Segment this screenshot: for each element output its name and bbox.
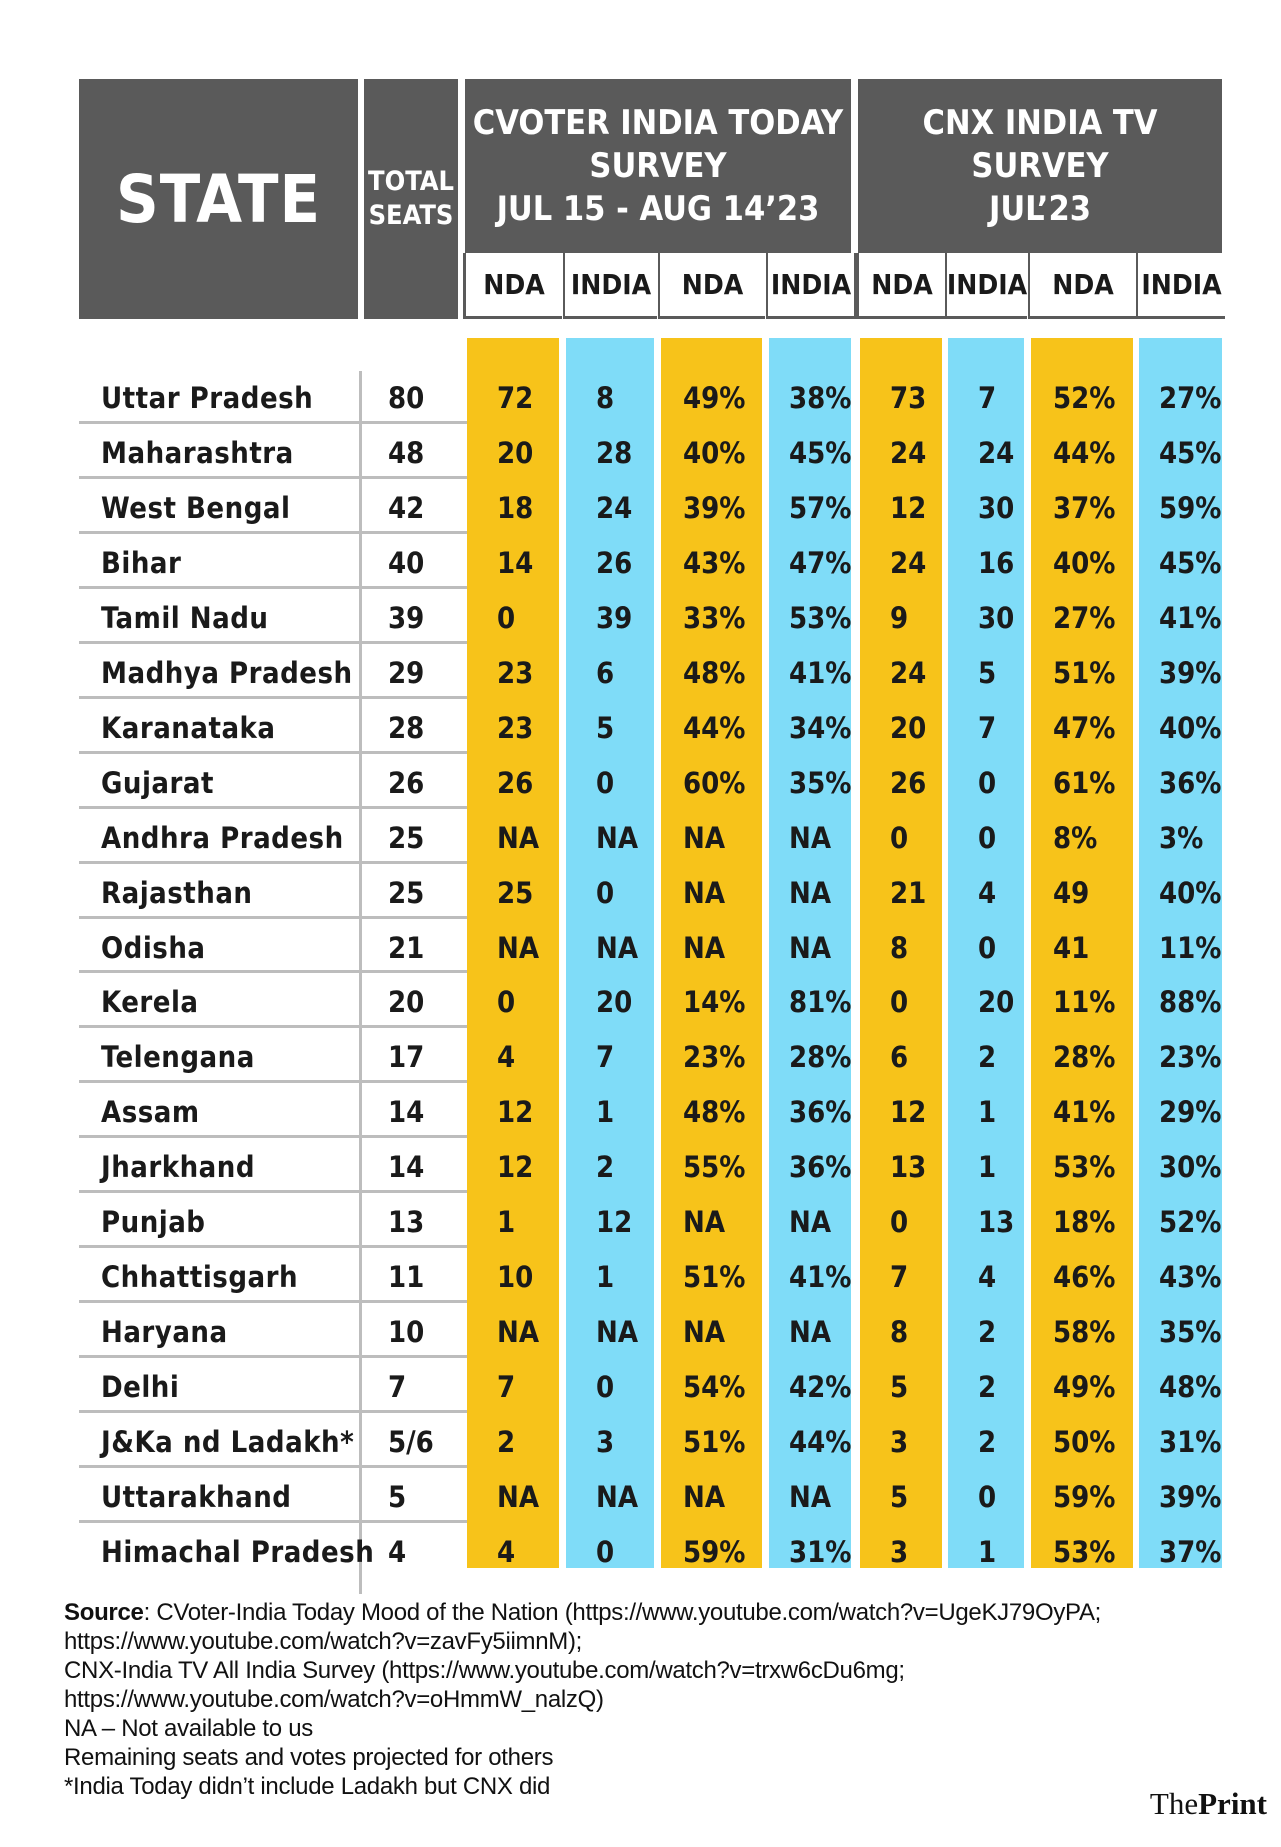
value-cell: 49% bbox=[683, 381, 746, 415]
row-separator bbox=[79, 421, 467, 424]
value-cell: 1 bbox=[596, 1095, 615, 1130]
row-separator bbox=[79, 531, 467, 534]
value-cell: 27% bbox=[1053, 600, 1116, 635]
row-separator bbox=[79, 1355, 467, 1358]
value-cell: 36% bbox=[1159, 765, 1222, 800]
state-name: Delhi bbox=[101, 1370, 180, 1405]
total-seats-line-1: TOTAL bbox=[368, 166, 454, 197]
value-cell: 48% bbox=[683, 655, 746, 690]
value-cell: 5 bbox=[596, 710, 615, 745]
value-cell: 18 bbox=[497, 490, 534, 525]
value-cell: 0 bbox=[596, 875, 615, 910]
value-cell: 58% bbox=[1053, 1315, 1116, 1350]
state-name: Andhra Pradesh bbox=[101, 820, 344, 855]
value-cell: 21 bbox=[890, 875, 927, 910]
value-cell: 14 bbox=[497, 545, 534, 580]
value-cell: 43% bbox=[1159, 1260, 1222, 1295]
value-cell: 29% bbox=[1159, 1095, 1222, 1130]
value-cell: 6 bbox=[890, 1040, 909, 1075]
value-cell: 35% bbox=[1159, 1315, 1222, 1350]
row-separator bbox=[79, 1300, 467, 1303]
row-separator bbox=[79, 1520, 467, 1523]
note-line: https://www.youtube.com/watch?v=zavFy5iimnM); bbox=[64, 1628, 583, 1655]
value-cell: 7 bbox=[497, 1370, 516, 1405]
value-cell: NA bbox=[497, 930, 540, 965]
value-cell: 38% bbox=[789, 381, 852, 415]
value-cell: 39 bbox=[596, 600, 633, 635]
value-cell: 24 bbox=[978, 435, 1015, 470]
value-cell: 55% bbox=[683, 1150, 746, 1185]
value-cell: 40% bbox=[1159, 875, 1222, 910]
value-cell: 51% bbox=[683, 1425, 746, 1460]
value-cell: 0 bbox=[497, 985, 516, 1020]
value-cell: 31% bbox=[789, 1534, 852, 1569]
value-cell: 45% bbox=[1159, 545, 1222, 580]
value-cell: 28% bbox=[789, 1040, 852, 1075]
total-seats-value: 7 bbox=[388, 1370, 407, 1405]
state-header bbox=[79, 79, 358, 319]
value-cell: 3% bbox=[1159, 820, 1204, 855]
value-cell: 60% bbox=[683, 765, 746, 800]
value-cell: 0 bbox=[890, 1205, 909, 1240]
value-cell: 0 bbox=[978, 765, 997, 800]
value-cell: 1 bbox=[497, 1205, 516, 1240]
total-seats-value: 26 bbox=[388, 765, 425, 800]
value-cell: 41 bbox=[1053, 930, 1090, 965]
value-cell: 40% bbox=[1159, 710, 1222, 745]
value-cell: 6 bbox=[596, 655, 615, 690]
value-cell: NA bbox=[683, 1205, 726, 1240]
cnx-header-line-3: JUL’23 bbox=[988, 188, 1092, 229]
state-name: Tamil Nadu bbox=[101, 600, 269, 635]
value-cell: 50% bbox=[1053, 1425, 1116, 1460]
value-cell: 24 bbox=[890, 435, 927, 470]
row-separator bbox=[79, 696, 467, 699]
value-cell: NA bbox=[789, 1480, 832, 1514]
value-cell: 39% bbox=[1159, 655, 1222, 690]
row-separator bbox=[79, 861, 467, 864]
value-cell: 18% bbox=[1053, 1205, 1116, 1240]
total-seats-value: 5/6 bbox=[388, 1425, 434, 1460]
value-cell: 20 bbox=[596, 985, 633, 1020]
value-cell: 13 bbox=[978, 1205, 1015, 1240]
total-seats-value: 29 bbox=[388, 655, 425, 690]
value-cell: NA bbox=[497, 1315, 540, 1350]
value-cell: NA bbox=[683, 875, 726, 910]
state-name: Himachal Pradesh bbox=[101, 1534, 375, 1569]
value-cell: 12 bbox=[596, 1205, 633, 1240]
value-cell: NA bbox=[789, 1315, 832, 1350]
total-seats-value: 10 bbox=[388, 1315, 425, 1350]
row-separator bbox=[79, 476, 467, 479]
value-cell: NA bbox=[497, 1480, 540, 1514]
total-seats-value: 48 bbox=[388, 435, 425, 470]
value-cell: NA bbox=[683, 1480, 726, 1514]
value-cell: 46% bbox=[1053, 1260, 1116, 1295]
value-cell: 53% bbox=[1053, 1534, 1116, 1569]
value-cell: 36% bbox=[789, 1095, 852, 1130]
row-separator bbox=[79, 916, 467, 919]
value-cell: NA bbox=[596, 930, 639, 965]
value-cell: 49% bbox=[1053, 1370, 1116, 1405]
note-line: https://www.youtube.com/watch?v=oHmmW_nalzQ) bbox=[64, 1686, 604, 1713]
row-separator bbox=[79, 751, 467, 754]
state-name: Telengana bbox=[101, 1040, 255, 1075]
value-cell: 51% bbox=[683, 1260, 746, 1295]
value-cell: 43% bbox=[683, 545, 746, 580]
value-cell: 72 bbox=[497, 381, 534, 415]
subheader-nda-5: NDA bbox=[857, 253, 945, 319]
value-cell: 12 bbox=[497, 1095, 534, 1130]
value-cell: 49 bbox=[1053, 875, 1090, 910]
row-separator bbox=[79, 1465, 467, 1468]
theprint-logo bbox=[1150, 1786, 1267, 1822]
value-cell: 41% bbox=[789, 1260, 852, 1295]
total-seats-value: 11 bbox=[388, 1260, 425, 1295]
value-cell: 8% bbox=[1053, 820, 1098, 855]
value-cell: 24 bbox=[596, 490, 633, 525]
value-cell: 53% bbox=[789, 600, 852, 635]
value-cell: 57% bbox=[789, 490, 852, 525]
row-separator bbox=[79, 1190, 467, 1193]
state-name: Chhattisgarh bbox=[101, 1260, 299, 1295]
row-separator bbox=[79, 1410, 467, 1413]
value-cell: 59% bbox=[1053, 1480, 1116, 1514]
value-cell: 1 bbox=[596, 1260, 615, 1295]
value-cell: 12 bbox=[497, 1150, 534, 1185]
value-cell: 48% bbox=[1159, 1370, 1222, 1405]
value-cell: 0 bbox=[978, 1480, 997, 1514]
value-cell: 8 bbox=[596, 381, 615, 415]
value-cell: NA bbox=[683, 820, 726, 855]
cvoter-header-line-3: JUL 15 - AUG 14’23 bbox=[496, 188, 820, 229]
value-cell: NA bbox=[596, 1480, 639, 1514]
subheader-india-8: INDIA bbox=[1136, 253, 1225, 319]
value-cell: 4 bbox=[978, 1260, 997, 1295]
value-cell: 4 bbox=[978, 875, 997, 910]
note-line: CNX-India TV All India Survey (https://www.youtube.com/watch?v=trxw6cDu6mg; bbox=[64, 1657, 905, 1684]
value-cell: 3 bbox=[596, 1425, 615, 1460]
value-cell: 59% bbox=[1159, 490, 1222, 525]
value-cell: 1 bbox=[978, 1150, 997, 1185]
value-cell: NA bbox=[683, 930, 726, 965]
state-name: Kerela bbox=[101, 985, 199, 1020]
value-cell: 11% bbox=[1053, 985, 1116, 1020]
value-cell: 40% bbox=[683, 435, 746, 470]
value-cell: 2 bbox=[978, 1315, 997, 1350]
state-name: J&Ka nd Ladakh* bbox=[101, 1425, 355, 1460]
total-seats-header bbox=[364, 79, 458, 319]
source-line-1 bbox=[64, 1598, 1101, 1627]
value-cell: 23% bbox=[683, 1040, 746, 1075]
row-separator bbox=[79, 641, 467, 644]
value-cell: 12 bbox=[890, 1095, 927, 1130]
value-cell: 0 bbox=[978, 820, 997, 855]
value-cell: 14% bbox=[683, 985, 746, 1020]
total-seats-line-2: SEATS bbox=[368, 200, 454, 231]
total-seats-value: 20 bbox=[388, 985, 425, 1020]
state-name: Rajasthan bbox=[101, 875, 253, 910]
total-seats-value: 14 bbox=[388, 1095, 425, 1130]
value-cell: 44% bbox=[1053, 435, 1116, 470]
source-notes bbox=[64, 1598, 1101, 1801]
value-cell: 20 bbox=[890, 710, 927, 745]
logo-print: Print bbox=[1198, 1786, 1267, 1821]
value-cell: 35% bbox=[789, 765, 852, 800]
value-cell: 5 bbox=[890, 1370, 909, 1405]
value-cell: 30% bbox=[1159, 1150, 1222, 1185]
value-cell: 25 bbox=[497, 875, 534, 910]
state-name: Maharashtra bbox=[101, 435, 294, 470]
value-cell: 47% bbox=[1053, 710, 1116, 745]
state-name: Jharkhand bbox=[101, 1150, 256, 1185]
cvoter-header-line-2: SURVEY bbox=[589, 145, 727, 186]
state-name: Assam bbox=[101, 1095, 200, 1130]
state-name: Karanataka bbox=[101, 710, 276, 745]
value-cell: 4 bbox=[497, 1534, 516, 1569]
total-seats-value: 40 bbox=[388, 545, 425, 580]
value-cell: 0 bbox=[890, 985, 909, 1020]
state-header-label: STATE bbox=[115, 160, 322, 238]
value-cell: 7 bbox=[596, 1040, 615, 1075]
value-cell: 9 bbox=[890, 600, 909, 635]
value-cell: 12 bbox=[890, 490, 927, 525]
note-line: NA – Not available to us bbox=[64, 1715, 313, 1742]
value-cell: 3 bbox=[890, 1534, 909, 1569]
total-seats-value: 80 bbox=[388, 381, 425, 415]
value-cell: 26 bbox=[497, 765, 534, 800]
value-cell: 47% bbox=[789, 545, 852, 580]
value-cell: 48% bbox=[683, 1095, 746, 1130]
value-cell: NA bbox=[789, 875, 832, 910]
state-name: Gujarat bbox=[101, 765, 214, 800]
state-name: Bihar bbox=[101, 545, 182, 580]
subheader-india-4: INDIA bbox=[766, 253, 854, 319]
state-name: West Bengal bbox=[101, 490, 291, 525]
value-cell: 88% bbox=[1159, 985, 1222, 1020]
value-cell: NA bbox=[596, 820, 639, 855]
value-cell: 13 bbox=[890, 1150, 927, 1185]
row-separator bbox=[79, 806, 467, 809]
value-cell: 0 bbox=[978, 930, 997, 965]
value-cell: 2 bbox=[596, 1150, 615, 1185]
total-seats-value: 17 bbox=[388, 1040, 425, 1075]
value-cell: 33% bbox=[683, 600, 746, 635]
value-cell: 20 bbox=[978, 985, 1015, 1020]
value-cell: NA bbox=[789, 930, 832, 965]
value-cell: 16 bbox=[978, 545, 1015, 580]
cvoter-header bbox=[465, 79, 851, 253]
value-cell: 23 bbox=[497, 655, 534, 690]
total-seats-value: 5 bbox=[388, 1480, 407, 1514]
subheader-nda-3: NDA bbox=[658, 253, 765, 319]
value-cell: 4 bbox=[497, 1040, 516, 1075]
value-cell: 37% bbox=[1159, 1534, 1222, 1569]
value-cell: 2 bbox=[497, 1425, 516, 1460]
total-seats-value: 21 bbox=[388, 930, 425, 965]
value-cell: 7 bbox=[978, 381, 997, 415]
value-cell: 24 bbox=[890, 655, 927, 690]
value-cell: 23 bbox=[497, 710, 534, 745]
value-cell: 0 bbox=[596, 765, 615, 800]
value-cell: 7 bbox=[890, 1260, 909, 1295]
value-cell: 41% bbox=[789, 655, 852, 690]
value-cell: 52% bbox=[1159, 1205, 1222, 1240]
value-cell: 1 bbox=[978, 1534, 997, 1569]
value-cell: 26 bbox=[890, 765, 927, 800]
value-cell: 3 bbox=[890, 1425, 909, 1460]
subheader-india-2: INDIA bbox=[563, 253, 657, 319]
value-cell: 31% bbox=[1159, 1425, 1222, 1460]
value-cell: 2 bbox=[978, 1040, 997, 1075]
row-separator bbox=[79, 970, 467, 973]
value-cell: 0 bbox=[890, 820, 909, 855]
value-cell: 30 bbox=[978, 600, 1015, 635]
subheader-nda-7: NDA bbox=[1028, 253, 1136, 319]
value-cell: 2 bbox=[978, 1370, 997, 1405]
value-cell: 27% bbox=[1159, 381, 1222, 415]
state-name: Madhya Pradesh bbox=[101, 655, 353, 690]
cnx-header bbox=[858, 79, 1222, 253]
value-cell: 20 bbox=[497, 435, 534, 470]
value-cell: 8 bbox=[890, 1315, 909, 1350]
value-cell: 0 bbox=[596, 1370, 615, 1405]
value-cell: 0 bbox=[497, 600, 516, 635]
value-cell: 26 bbox=[596, 545, 633, 580]
state-name: Punjab bbox=[101, 1205, 206, 1240]
state-name: Uttarakhand bbox=[101, 1480, 292, 1514]
value-cell: 54% bbox=[683, 1370, 746, 1405]
total-seats-value: 25 bbox=[388, 875, 425, 910]
cvoter-header-line-1: CVOTER INDIA TODAY bbox=[472, 102, 844, 143]
value-cell: 8 bbox=[890, 930, 909, 965]
total-seats-value: 13 bbox=[388, 1205, 425, 1240]
value-cell: 36% bbox=[789, 1150, 852, 1185]
value-cell: NA bbox=[596, 1315, 639, 1350]
cnx-header-line-2: SURVEY bbox=[971, 145, 1109, 186]
value-cell: NA bbox=[789, 820, 832, 855]
value-cell: NA bbox=[683, 1315, 726, 1350]
value-cell: 24 bbox=[890, 545, 927, 580]
value-cell: NA bbox=[497, 820, 540, 855]
value-cell: 39% bbox=[683, 490, 746, 525]
row-separator bbox=[79, 586, 467, 589]
value-cell: 41% bbox=[1159, 600, 1222, 635]
value-cell: 73 bbox=[890, 381, 927, 415]
value-cell: 44% bbox=[789, 1425, 852, 1460]
value-cell: 53% bbox=[1053, 1150, 1116, 1185]
state-name: Haryana bbox=[101, 1315, 228, 1350]
value-cell: 30 bbox=[978, 490, 1015, 525]
value-cell: 41% bbox=[1053, 1095, 1116, 1130]
state-name: Odisha bbox=[101, 930, 206, 965]
total-seats-value: 42 bbox=[388, 490, 425, 525]
subheader-nda-1: NDA bbox=[464, 253, 562, 319]
value-cell: 1 bbox=[978, 1095, 997, 1130]
cnx-header-line-1: CNX INDIA TV bbox=[922, 102, 1158, 143]
value-cell: NA bbox=[789, 1205, 832, 1240]
value-cell: 45% bbox=[1159, 435, 1222, 470]
value-cell: 52% bbox=[1053, 381, 1116, 415]
value-cell: 59% bbox=[683, 1534, 746, 1569]
value-cell: 5 bbox=[978, 655, 997, 690]
value-cell: 81% bbox=[789, 985, 852, 1020]
note-line: Remaining seats and votes projected for others bbox=[64, 1744, 554, 1771]
row-separator bbox=[79, 1025, 467, 1028]
value-cell: 23% bbox=[1159, 1040, 1222, 1075]
total-seats-value: 39 bbox=[388, 600, 425, 635]
state-name: Uttar Pradesh bbox=[101, 381, 314, 415]
source-text: : CVoter-India Today Mood of the Nation (https://www.youtube.com/watch?v=UgeKJ79OyPA; bbox=[143, 1599, 1102, 1626]
value-cell: 7 bbox=[978, 710, 997, 745]
row-separator bbox=[79, 1245, 467, 1248]
value-cell: 45% bbox=[789, 435, 852, 470]
total-seats-value: 25 bbox=[388, 820, 425, 855]
total-seats-value: 14 bbox=[388, 1150, 425, 1185]
value-cell: 34% bbox=[789, 710, 852, 745]
value-cell: 44% bbox=[683, 710, 746, 745]
value-cell: 37% bbox=[1053, 490, 1116, 525]
value-cell: 28% bbox=[1053, 1040, 1116, 1075]
value-cell: 28 bbox=[596, 435, 633, 470]
note-line: *India Today didn’t include Ladakh but CNX did bbox=[64, 1773, 551, 1800]
value-cell: 40% bbox=[1053, 545, 1116, 580]
value-cell: 51% bbox=[1053, 655, 1116, 690]
total-seats-value: 28 bbox=[388, 710, 425, 745]
row-separator bbox=[79, 1080, 467, 1083]
total-seats-value: 4 bbox=[388, 1534, 407, 1569]
logo-the: The bbox=[1149, 1786, 1199, 1821]
row-separator bbox=[79, 1135, 467, 1138]
value-cell: 61% bbox=[1053, 765, 1116, 800]
value-cell: 5 bbox=[890, 1480, 909, 1514]
source-label: Source bbox=[64, 1599, 144, 1626]
value-cell: 2 bbox=[978, 1425, 997, 1460]
value-cell: 11% bbox=[1159, 930, 1222, 965]
subheader-india-6: INDIA bbox=[945, 253, 1027, 319]
value-cell: 10 bbox=[497, 1260, 534, 1295]
value-cell: 0 bbox=[596, 1534, 615, 1569]
value-cell: 39% bbox=[1159, 1480, 1222, 1514]
value-cell: 42% bbox=[789, 1370, 852, 1405]
